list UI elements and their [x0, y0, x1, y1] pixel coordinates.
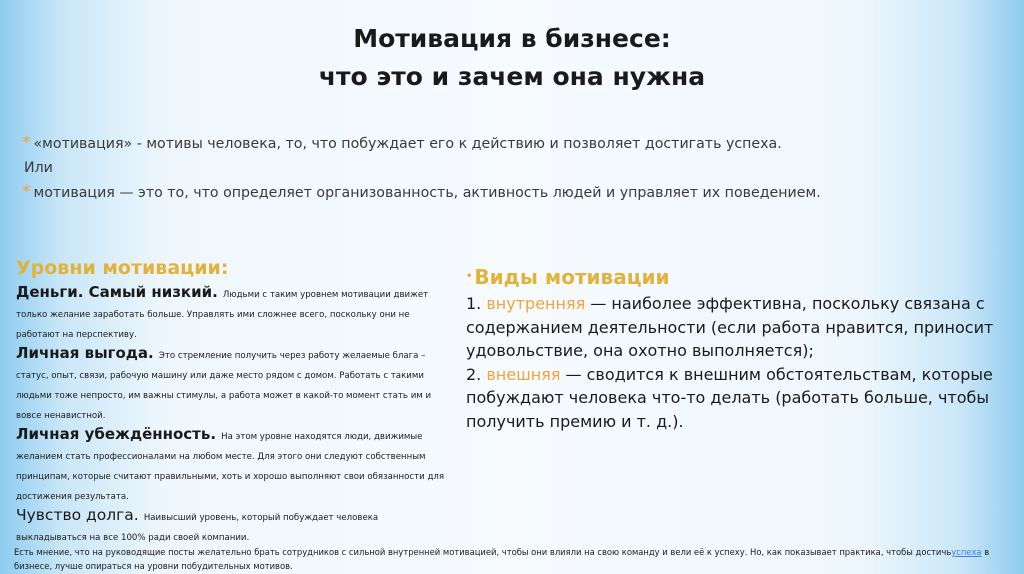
title-line-1: Мотивация в бизнесе:: [353, 24, 671, 53]
level-item: [16, 343, 446, 423]
level-item: [16, 282, 446, 342]
level-text: Это стремление получить через работу желаемые блага – статус, опыт, связи, рабочую машину или даже место рядом с домом. Работать с такими людьми тоже непросто, им важны стимулы, а работа может в какой-то момент стать им и вовсе ненавистной.: [16, 351, 432, 421]
slide-title: [0, 20, 1024, 96]
type-item-1: [466, 292, 1006, 363]
footer-text-after: в бизнесе, лучше опираться на уровни побудительных мотивов.: [14, 547, 990, 571]
definition-1: [22, 131, 1002, 156]
types-heading-text: Виды мотивации: [474, 265, 670, 289]
level-lead: Деньги. Самый низкий.: [16, 283, 218, 301]
definitions-block: [22, 131, 1002, 205]
type-text: — наиболее эффективна, поскольку связана с содержанием деятельности (если работа нравится, приносит удовольствие, она охотно выполняется);: [466, 294, 994, 360]
level-item: [16, 424, 446, 504]
title-line-2: что это и зачем она нужна: [318, 62, 706, 91]
footer-note: [14, 545, 1018, 573]
type-highlight: внешняя: [486, 364, 561, 384]
level-lead: Чувство долга.: [16, 506, 139, 524]
type-highlight: внутренняя: [486, 294, 586, 313]
level-text: На этом уровне находятся люди, движимые желанием стать профессионалами на любом месте. Для этого они следуют собственным принципам, которые считают правильными, хоть и хорошо выполняют свои обязанности для достижения результата.: [16, 432, 445, 502]
bullet-star-icon: *: [22, 133, 31, 153]
footer-text-before: Есть мнение, что на руководящие посты желательно брать сотрудников с сильной внутренней мотивацией, чтобы они влияли на свою команду и вели её к успеху. Но, как показывает практика, чтобы достичь: [14, 547, 952, 557]
levels-heading: Уровни мотивации:: [16, 257, 229, 279]
motivation-types: [466, 262, 1006, 433]
definition-2: [22, 180, 1002, 205]
level-text: Людьми с таким уровнем мотивации движет только желание заработать больше. Управлять ими сложнее всего, поскольку они не работают на перспективу.: [16, 290, 429, 340]
type-number: 1.: [466, 294, 482, 313]
type-number: 2.: [466, 364, 482, 384]
type-text: — сводится к внешним обстоятельствам, которые побуждают человека что-то делать (работать больше, чтобы получить премию и т. д.).: [466, 364, 993, 431]
definition-or: Или: [24, 160, 53, 176]
definition-1-text: «мотивация» - мотивы человека, то, что побуждает его к действию и позволяет достигать успеха.: [33, 136, 782, 152]
level-lead: Личная убеждённость.: [16, 425, 217, 443]
level-lead: Личная выгода.: [16, 344, 154, 362]
bullet-star-icon: *: [22, 182, 31, 202]
motivation-levels: [16, 255, 446, 545]
definition-2-text: мотивация — это то, что определяет организованность, активность людей и управляет их поведением.: [33, 185, 821, 201]
type-item-2: [466, 363, 1006, 434]
level-item: [16, 505, 446, 545]
bullet-dot-icon: •: [466, 271, 473, 282]
types-heading: [466, 262, 1006, 292]
level-text: Наивысший уровень, который побуждает человека выкладываться на все 100% ради своей компании.: [16, 513, 379, 543]
footer-link[interactable]: успеха: [951, 547, 982, 557]
